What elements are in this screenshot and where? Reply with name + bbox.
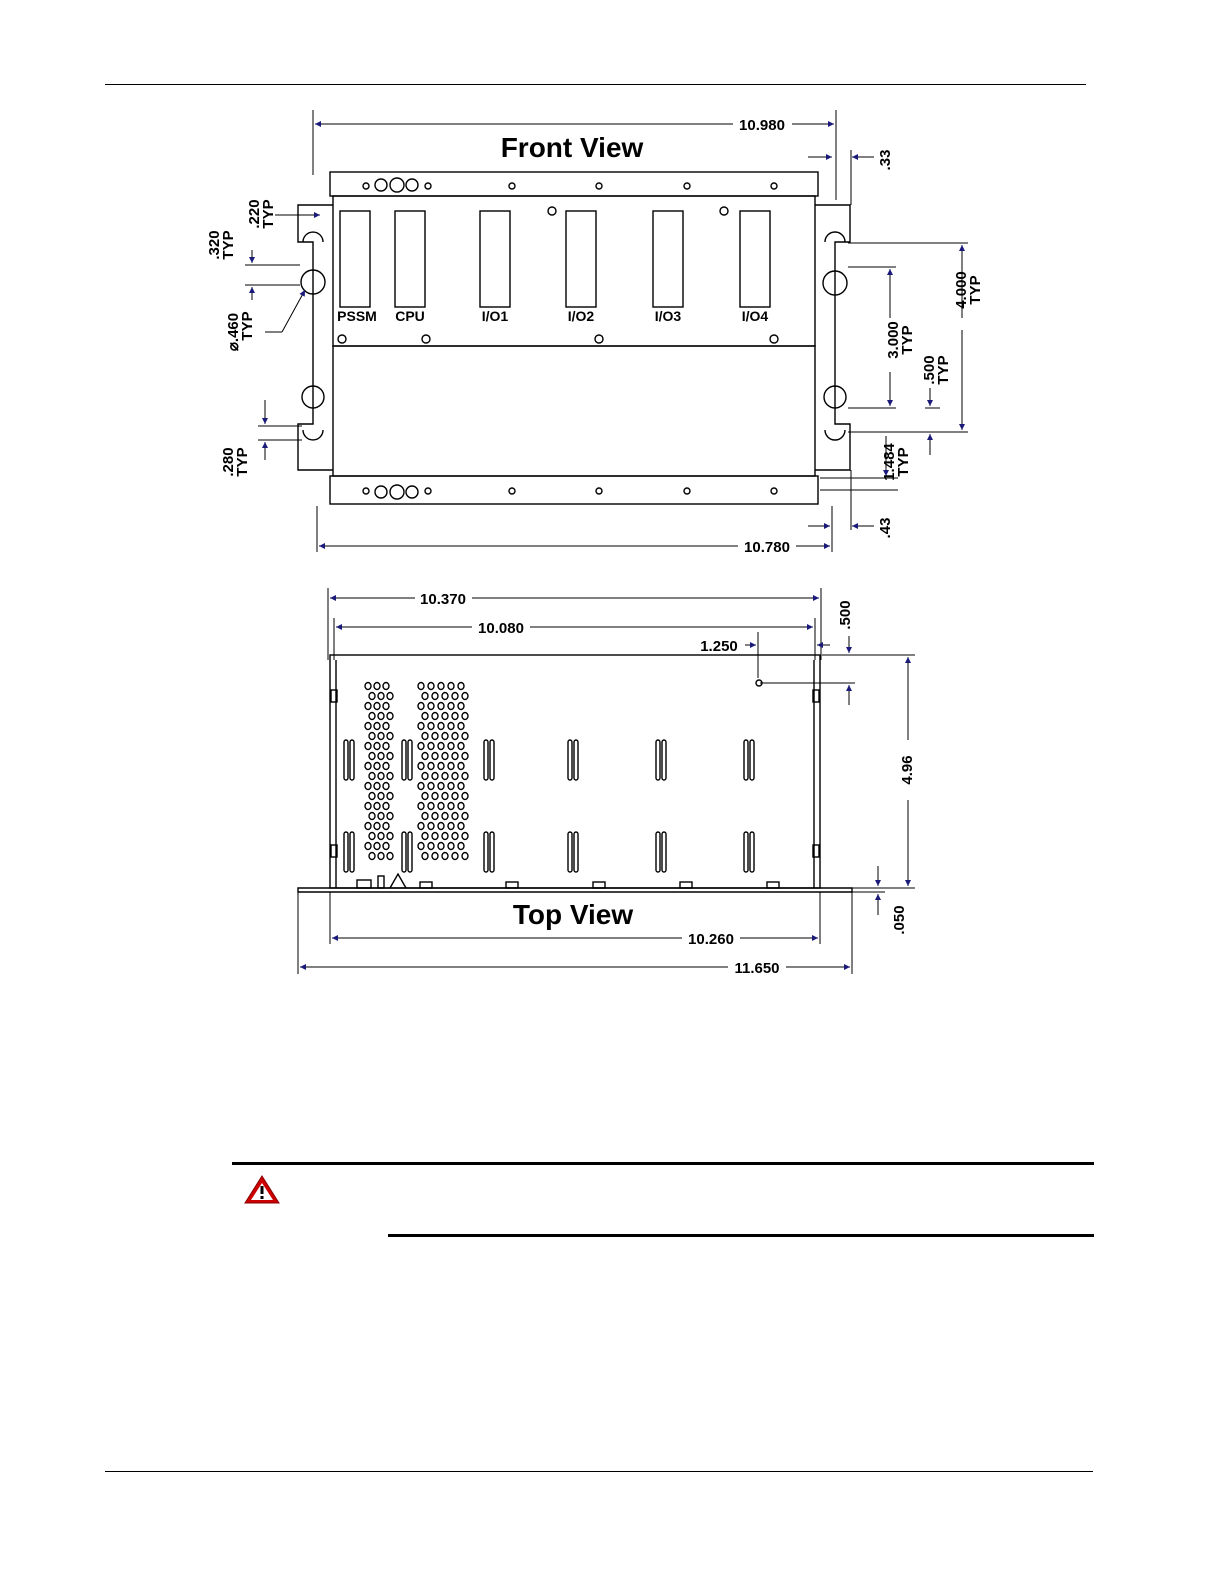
dim-base-width: 10.780 [744, 539, 790, 556]
vent-hole [365, 743, 371, 750]
vent-hole [422, 753, 428, 760]
dim-hole-spacing-typ: TYP [899, 325, 916, 355]
vent-hole [452, 853, 458, 860]
vent-hole [438, 743, 444, 750]
dim-base-width-top: 10.260 [688, 931, 734, 948]
vent-hole [442, 853, 448, 860]
vent-hole [448, 783, 454, 790]
vent-hole [387, 793, 393, 800]
vent-hole [418, 743, 424, 750]
vent-hole [432, 813, 438, 820]
dim-bottom-slot-typ: TYP [895, 447, 912, 477]
vent-hole [428, 823, 434, 830]
card-guide-slot [750, 832, 754, 872]
vent-hole [442, 793, 448, 800]
dim-hole-dia-typ: TYP [239, 311, 256, 341]
card-guide-slot [574, 740, 578, 780]
vent-hole [442, 833, 448, 840]
vent-hole [378, 693, 384, 700]
slot-label-io1: I/O1 [481, 308, 509, 324]
vent-hole [378, 733, 384, 740]
footer-rule [105, 1471, 1093, 1472]
vent-hole [365, 683, 371, 690]
dim-hole-to-slot-typ: TYP [935, 355, 952, 385]
card-guide-slot [744, 740, 748, 780]
dim-bottom-offset: .43 [877, 517, 894, 539]
dim-slot-gap-typ: TYP [220, 230, 237, 260]
warning-top-rule [232, 1162, 1094, 1165]
dim-slot-spacing-typ: TYP [967, 275, 984, 305]
vent-hole [369, 773, 375, 780]
vent-hole [448, 703, 454, 710]
dim-depth: 4.96 [899, 755, 916, 785]
vent-hole [428, 723, 434, 730]
vent-hole [369, 733, 375, 740]
vent-hole [442, 753, 448, 760]
card-guide-slot [408, 832, 412, 872]
vent-hole [442, 693, 448, 700]
vent-hole [418, 843, 424, 850]
vent-hole [418, 823, 424, 830]
vent-hole [378, 813, 384, 820]
card-guide-slot [408, 740, 412, 780]
vent-hole [365, 723, 371, 730]
dim-inner-width: 10.080 [478, 620, 524, 637]
vent-holes [365, 683, 468, 860]
warning-block [232, 1162, 1094, 1237]
dim-slot-offset-typ: TYP [260, 199, 277, 229]
vent-hole [462, 833, 468, 840]
vent-hole [383, 823, 389, 830]
card-guide-slot [568, 740, 572, 780]
vent-hole [448, 823, 454, 830]
slot-label-cpu: CPU [395, 308, 425, 324]
vent-hole [365, 823, 371, 830]
vent-hole [387, 693, 393, 700]
vent-hole [432, 753, 438, 760]
vent-hole [452, 693, 458, 700]
card-guide-slot [662, 740, 666, 780]
vent-hole [462, 753, 468, 760]
card-guide-slot [750, 740, 754, 780]
card-guide-slot [402, 740, 406, 780]
vent-hole [462, 773, 468, 780]
vent-hole [374, 683, 380, 690]
vent-hole [452, 713, 458, 720]
vent-hole [418, 803, 424, 810]
dim-lower-slot-typ: TYP [234, 447, 251, 477]
vent-hole [458, 683, 464, 690]
vent-hole [458, 843, 464, 850]
vent-hole [374, 843, 380, 850]
vent-hole [418, 783, 424, 790]
vent-hole [369, 793, 375, 800]
vent-hole [387, 833, 393, 840]
vent-hole [365, 763, 371, 770]
slot-label-pssm: PSSM [337, 308, 377, 324]
vent-hole [448, 723, 454, 730]
vent-hole [374, 703, 380, 710]
dim-top-offset: .33 [877, 149, 894, 171]
vent-hole [458, 743, 464, 750]
top-view [298, 588, 916, 977]
vent-hole [369, 853, 375, 860]
vent-hole [418, 763, 424, 770]
vent-hole [383, 803, 389, 810]
vent-hole [365, 783, 371, 790]
vent-hole [432, 713, 438, 720]
vent-hole [428, 783, 434, 790]
top-view-title: Top View [512, 899, 634, 930]
dim-slot-offset: .220 [246, 199, 263, 229]
dim-flange: .050 [891, 905, 908, 935]
front-view [206, 110, 984, 556]
vent-hole [387, 773, 393, 780]
dim-outer-width: 10.370 [420, 591, 466, 608]
vent-hole [438, 843, 444, 850]
slot-label-io3: I/O3 [654, 308, 682, 324]
card-guide-slot [490, 832, 494, 872]
warning-bottom-rule [388, 1234, 1094, 1237]
vent-hole [369, 693, 375, 700]
card-guide-slot [568, 832, 572, 872]
vent-hole [428, 703, 434, 710]
vent-hole [458, 723, 464, 730]
vent-hole [462, 693, 468, 700]
vent-hole [428, 743, 434, 750]
vent-hole [369, 753, 375, 760]
vent-hole [387, 713, 393, 720]
vent-hole [422, 773, 428, 780]
vent-hole [438, 703, 444, 710]
card-guide-slot [484, 832, 488, 872]
vent-hole [428, 763, 434, 770]
vent-hole [432, 733, 438, 740]
warning-triangle-icon [245, 1176, 279, 1203]
slot-label-io2: I/O2 [567, 308, 595, 324]
vent-hole [432, 773, 438, 780]
vent-hole [365, 803, 371, 810]
vent-hole [374, 743, 380, 750]
dim-bottom-slot: 1.484 [881, 443, 898, 481]
vent-hole [438, 723, 444, 730]
dim-flange-width: 11.650 [734, 960, 780, 977]
vent-hole [378, 853, 384, 860]
vent-hole [387, 813, 393, 820]
vent-hole [458, 803, 464, 810]
vent-hole [432, 693, 438, 700]
vent-hole [378, 833, 384, 840]
vent-hole [462, 813, 468, 820]
vent-hole [378, 793, 384, 800]
vent-hole [374, 723, 380, 730]
vent-hole [442, 813, 448, 820]
vent-hole [374, 783, 380, 790]
vent-hole [383, 783, 389, 790]
vent-hole [365, 703, 371, 710]
vent-hole [383, 723, 389, 730]
vent-hole [422, 793, 428, 800]
card-guide-slot [656, 832, 660, 872]
card-guide-slot [344, 832, 348, 872]
vent-hole [428, 683, 434, 690]
vent-hole [378, 753, 384, 760]
vent-hole [462, 853, 468, 860]
dim-hole-to-slot: .500 [921, 355, 938, 385]
card-guide-slot [350, 832, 354, 872]
vent-hole [422, 733, 428, 740]
vent-hole [383, 763, 389, 770]
vent-hole [418, 683, 424, 690]
vent-hole [422, 813, 428, 820]
vent-hole [369, 713, 375, 720]
vent-hole [383, 843, 389, 850]
vent-hole [387, 753, 393, 760]
vent-hole [369, 813, 375, 820]
vent-hole [452, 773, 458, 780]
vent-hole [448, 763, 454, 770]
dim-hole-dia: ⌀.460 [225, 312, 242, 352]
vent-hole [442, 713, 448, 720]
vent-hole [387, 853, 393, 860]
vent-hole [448, 683, 454, 690]
dim-overall-width: 10.980 [739, 117, 785, 134]
card-guide-slot [344, 740, 348, 780]
vent-hole [448, 743, 454, 750]
vent-hole [438, 683, 444, 690]
dim-hole-depth: .500 [837, 600, 854, 630]
vent-hole [374, 823, 380, 830]
vent-hole [387, 733, 393, 740]
vent-hole [432, 833, 438, 840]
vent-hole [458, 763, 464, 770]
vent-hole [428, 803, 434, 810]
vent-hole [452, 753, 458, 760]
card-guide-slot [484, 740, 488, 780]
vent-hole [452, 793, 458, 800]
vent-hole [369, 833, 375, 840]
card-guide-slot [656, 740, 660, 780]
card-guide-slot [350, 740, 354, 780]
vent-hole [383, 743, 389, 750]
vent-hole [458, 823, 464, 830]
vent-hole [442, 773, 448, 780]
card-guide-slot [402, 832, 406, 872]
vent-hole [462, 733, 468, 740]
vent-hole [365, 843, 371, 850]
vent-hole [383, 703, 389, 710]
vent-hole [438, 823, 444, 830]
slot-label-io4: I/O4 [741, 308, 769, 324]
card-guide-slot [574, 832, 578, 872]
dim-slot-gap: .320 [206, 230, 223, 260]
card-guide-slot [662, 832, 666, 872]
vent-hole [462, 793, 468, 800]
vent-hole [438, 763, 444, 770]
vent-hole [374, 803, 380, 810]
vent-hole [428, 843, 434, 850]
dim-hole-offset: 1.250 [700, 638, 738, 655]
vent-hole [448, 843, 454, 850]
vent-hole [383, 683, 389, 690]
card-guide-slots [344, 740, 754, 872]
front-view-title: Front View [500, 132, 644, 163]
vent-hole [438, 783, 444, 790]
vent-hole [418, 723, 424, 730]
vent-hole [438, 803, 444, 810]
vent-hole [452, 813, 458, 820]
dim-slot-spacing: 4.000 [953, 271, 970, 309]
vent-hole [442, 733, 448, 740]
vent-hole [452, 733, 458, 740]
dim-hole-spacing: 3.000 [885, 321, 902, 359]
vent-hole [422, 833, 428, 840]
vent-hole [378, 713, 384, 720]
card-guide-slot [490, 740, 494, 780]
vent-hole [422, 693, 428, 700]
vent-hole [458, 783, 464, 790]
vent-hole [462, 713, 468, 720]
vent-hole [418, 703, 424, 710]
vent-hole [374, 763, 380, 770]
dim-lower-slot: .280 [220, 447, 237, 477]
vent-hole [422, 713, 428, 720]
vent-hole [378, 773, 384, 780]
vent-hole [452, 833, 458, 840]
vent-hole [448, 803, 454, 810]
connector-slots [340, 211, 770, 307]
vent-hole [432, 853, 438, 860]
vent-hole [458, 703, 464, 710]
vent-hole [432, 793, 438, 800]
vent-hole [422, 853, 428, 860]
card-guide-slot [744, 832, 748, 872]
